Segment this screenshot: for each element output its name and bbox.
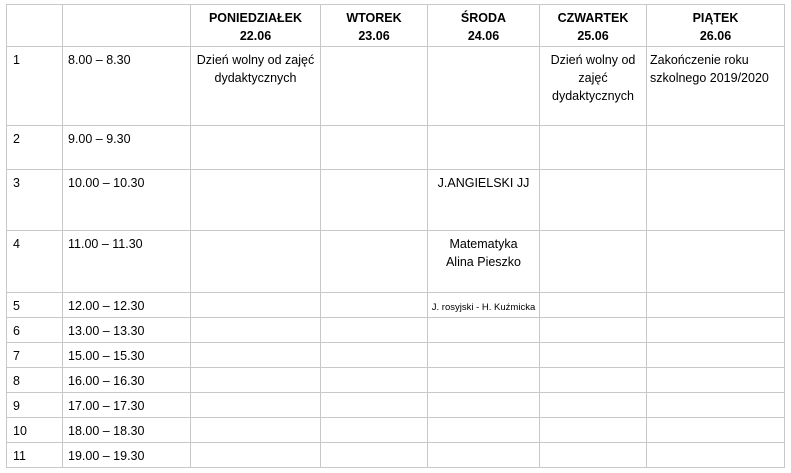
table-row (7, 231, 785, 293)
table-row (7, 126, 785, 170)
lesson-number: 6 (7, 318, 63, 343)
header-day-monday: PONIEDZIAŁEK 22.06 (191, 5, 321, 47)
header-day-tuesday: WTOREK 23.06 (321, 5, 428, 47)
cell-monday (191, 231, 321, 293)
cell-tuesday (321, 231, 428, 293)
cell-friday (647, 393, 785, 418)
cell-friday (647, 443, 785, 468)
lesson-number: 11 (7, 443, 63, 468)
lesson-time: 19.00 – 19.30 (63, 443, 191, 468)
lesson-number: 3 (7, 170, 63, 231)
cell-wednesday (428, 368, 540, 393)
lesson-time: 10.00 – 10.30 (63, 170, 191, 231)
cell-thursday (540, 293, 647, 318)
header-day-wednesday: ŚRODA 24.06 (428, 5, 540, 47)
cell-friday (647, 318, 785, 343)
lesson-number: 7 (7, 343, 63, 368)
lesson-time: 8.00 – 8.30 (63, 47, 191, 126)
cell-thursday (540, 418, 647, 443)
cell-tuesday (321, 47, 428, 126)
lesson-number: 2 (7, 126, 63, 170)
cell-monday (191, 318, 321, 343)
cell-friday (647, 293, 785, 318)
cell-monday (191, 443, 321, 468)
lesson-time: 11.00 – 11.30 (63, 231, 191, 293)
cell-friday (647, 368, 785, 393)
lesson-number: 5 (7, 293, 63, 318)
cell-monday (191, 170, 321, 231)
cell-wednesday: J. rosyjski - H. Kuźmicka (428, 293, 540, 318)
table-row (7, 418, 785, 443)
cell-wednesday: J.ANGIELSKI JJ (428, 170, 540, 231)
cell-thursday (540, 231, 647, 293)
table-row (7, 47, 785, 126)
cell-tuesday (321, 418, 428, 443)
cell-thursday (540, 343, 647, 368)
lesson-number: 4 (7, 231, 63, 293)
cell-tuesday (321, 293, 428, 318)
lesson-time: 17.00 – 17.30 (63, 393, 191, 418)
lesson-time: 9.00 – 9.30 (63, 126, 191, 170)
table-row (7, 368, 785, 393)
lesson-time: 12.00 – 12.30 (63, 293, 191, 318)
cell-tuesday (321, 368, 428, 393)
cell-thursday: Dzień wolny od zajęć dydaktycznych (540, 47, 647, 126)
cell-monday: Dzień wolny od zajęć dydaktycznych (191, 47, 321, 126)
cell-wednesday (428, 343, 540, 368)
cell-tuesday (321, 318, 428, 343)
cell-tuesday (321, 393, 428, 418)
lesson-time: 16.00 – 16.30 (63, 368, 191, 393)
cell-monday (191, 418, 321, 443)
lesson-number: 10 (7, 418, 63, 443)
cell-wednesday (428, 443, 540, 468)
cell-wednesday (428, 318, 540, 343)
table-row (7, 443, 785, 468)
cell-monday (191, 368, 321, 393)
cell-wednesday (428, 418, 540, 443)
cell-wednesday (428, 126, 540, 170)
lesson-time: 18.00 – 18.30 (63, 418, 191, 443)
cell-monday (191, 393, 321, 418)
cell-tuesday (321, 126, 428, 170)
cell-tuesday (321, 170, 428, 231)
lesson-number: 1 (7, 47, 63, 126)
header-day-thursday: CZWARTEK 25.06 (540, 5, 647, 47)
table-row (7, 318, 785, 343)
cell-friday (647, 418, 785, 443)
cell-tuesday (321, 343, 428, 368)
cell-thursday (540, 368, 647, 393)
cell-thursday (540, 318, 647, 343)
table-row (7, 293, 785, 318)
cell-thursday (540, 170, 647, 231)
table-row (7, 170, 785, 231)
cell-friday (647, 126, 785, 170)
cell-wednesday (428, 47, 540, 126)
schedule-table (6, 4, 785, 468)
cell-friday (647, 170, 785, 231)
cell-friday (647, 343, 785, 368)
cell-thursday (540, 443, 647, 468)
header-num-cell (7, 5, 63, 47)
cell-monday (191, 343, 321, 368)
cell-thursday (540, 126, 647, 170)
cell-friday (647, 231, 785, 293)
header-day-friday: PIĄTEK 26.06 (647, 5, 785, 47)
cell-friday: Zakończenie roku szkolnego 2019/2020 (647, 47, 785, 126)
header-time-cell (63, 5, 191, 47)
cell-wednesday: Matematyka Alina Pieszko (428, 231, 540, 293)
lesson-number: 8 (7, 368, 63, 393)
cell-monday (191, 126, 321, 170)
cell-tuesday (321, 443, 428, 468)
cell-thursday (540, 393, 647, 418)
lesson-number: 9 (7, 393, 63, 418)
table-row (7, 393, 785, 418)
header-row (7, 5, 785, 47)
cell-wednesday (428, 393, 540, 418)
lesson-time: 13.00 – 13.30 (63, 318, 191, 343)
table-row (7, 343, 785, 368)
lesson-time: 15.00 – 15.30 (63, 343, 191, 368)
cell-monday (191, 293, 321, 318)
